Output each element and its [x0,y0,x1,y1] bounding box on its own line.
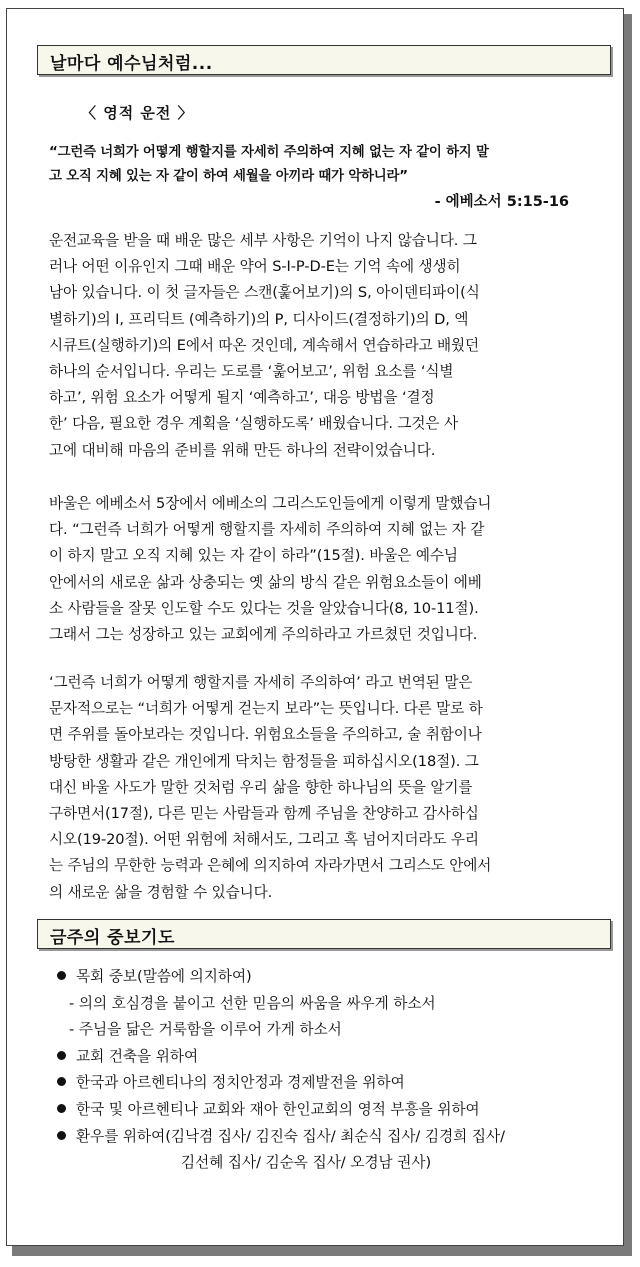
paragraph-1 [49,228,609,464]
paragraph-2 [49,491,609,648]
scripture-verse [49,141,609,189]
text-line: 다. “그런즉 너희가 어떻게 행할지를 자세히 주의하여 지혜 없는 자 같 [49,521,485,539]
bullet-icon [57,1077,66,1086]
text-line: 바울은 에베소서 5장에서 에베소의 그리스도인들에게 이렇게 말했습니 [49,495,492,512]
bullet-icon [57,1131,66,1140]
paragraph-3 [49,670,609,906]
text-line: 시큐트(실행하기)의 E에서 따온 것인데, 계속해서 연습하라고 배웠던 [49,336,480,354]
list-item [57,964,617,991]
list-item-text: - 의의 호심경을 붙이고 선한 믿음의 싸움을 싸우게 하소서 [69,994,436,1012]
list-item-continuation [57,1150,617,1177]
list-item [57,1044,617,1071]
list-item-text: 한국과 아르헨티나의 정치안정과 경제발전을 위하여 [76,1074,405,1092]
text-line: 구하면서(17절), 다른 믿는 사람들과 함께 주님을 찬양하고 감사하십 [49,805,479,823]
list-item-text: 김선혜 집사/ 김순옥 집사/ 오경남 권사) [181,1154,432,1172]
verse-line: 고 오직 지혜 있는 자 같이 하여 세월을 아끼라 때가 악하니라” [49,169,408,184]
bullet-icon [57,971,66,980]
list-item-text: 교회 건축을 위하여 [76,1047,199,1065]
section-title: 금주의 중보기도 [50,928,175,948]
text-line: 별하기)의 I, 프리딕트 (예측하기)의 P, 디사이드(결정하기)의 D, 엑 [49,310,469,328]
list-item-text: 목회 중보(말씀에 의지하여) [76,968,252,985]
text-line: 문자적으로는 “너희가 어떻게 걷는지 보라”는 뜻입니다. 다른 말로 하 [49,700,483,718]
section-header-prayer [37,919,611,949]
text-line: 고에 대비해 마음의 준비를 위해 만든 하나의 전략이었습니다. [49,441,436,459]
sermon-subtitle: 〈 영적 운전 〉 [81,104,194,122]
text-line: 하나의 순서입니다. 우리는 도로를 ‘훑어보고’, 위험 요소를 ‘식별 [49,363,454,381]
text-line: 시오(19-20절). 어떤 위험에 처해서도, 그리고 혹 넘어지더라도 우리 [49,831,479,849]
list-item-text: - 주님을 닮은 거룩함을 이루어 가게 하소서 [69,1021,342,1039]
text-line: 방탕한 생활과 같은 개인에게 닥치는 함정들을 피하십시오(18절). 그 [49,752,479,770]
text-line: 의 새로운 삶을 경험할 수 있습니다. [49,883,273,901]
text-line: ‘그런즉 너희가 어떻게 행할지를 자세히 주의하여’ 라고 번역된 말은 [49,674,473,691]
list-item [57,1097,617,1124]
text-line: 운전교육을 받을 때 배운 많은 세부 사항은 기억이 나지 않습니다. 그 [49,232,477,249]
verse-line: “그런즉 너희가 어떻게 행할지를 자세히 주의하여 지혜 없는 자 같이 하지 말 [49,145,489,160]
bullet-icon [57,1104,66,1113]
text-line: 남아 있습니다. 이 첫 글자들은 스캔(훑어보기)의 S, 아이덴티파이(식 [49,284,480,302]
list-subitem [57,1017,617,1044]
section-header-daily [37,45,611,75]
text-line: 는 주님의 무한한 능력과 은혜에 의지하여 자라가면서 그리스도 안에서 [49,857,492,875]
text-line: 이 하지 말고 오직 지혜 있는 자 같이 하라”(15절). 바울은 예수님 [49,547,458,565]
text-line: 러나 어떤 이유인지 그때 배운 약어 S-I-P-D-E는 기억 속에 생생히 [49,258,461,276]
prayer-list [57,964,617,1177]
bulletin-page [6,8,624,1246]
text-line: 소 사람들을 잘못 인도할 수도 있다는 것을 알았습니다(8, 10-11절). [49,599,479,617]
text-line: 그래서 그는 성장하고 있는 교회에게 주의하라고 가르쳤던 것입니다. [49,626,478,644]
verse-reference: - 에베소서 5:15-16 [434,194,569,210]
list-subitem [57,991,617,1018]
bullet-icon [57,1051,66,1060]
text-line: 대신 바울 사도가 말한 것처럼 우리 삶을 향한 하나님의 뜻을 알기를 [49,778,473,796]
list-item-text: 환우를 위하여(김낙겸 집사/ 김진숙 집사/ 최순식 집사/ 김경희 집사/ [76,1127,506,1145]
list-item [57,1124,617,1151]
text-line: 면 주위를 돌아보라는 것입니다. 위험요소들을 주의하고, 술 취함이나 [49,726,482,744]
list-item-text: 한국 및 아르헨티나 교회와 재아 한인교회의 영적 부흥을 위하여 [76,1100,480,1118]
text-line: 하고’, 위험 요소가 어떻게 될지 ‘예측하고’, 대응 방법을 ‘결정 [49,389,435,407]
list-item [57,1070,617,1097]
text-line: 안에서의 새로운 삶과 상충되는 옛 삶의 방식 같은 위험요소들이 에베 [49,573,482,591]
section-title: 날마다 예수님처럼... [50,54,213,74]
text-line: 한’ 다음, 필요한 경우 계획을 ‘실행하도록’ 배웠습니다. 그것은 사 [49,415,458,433]
